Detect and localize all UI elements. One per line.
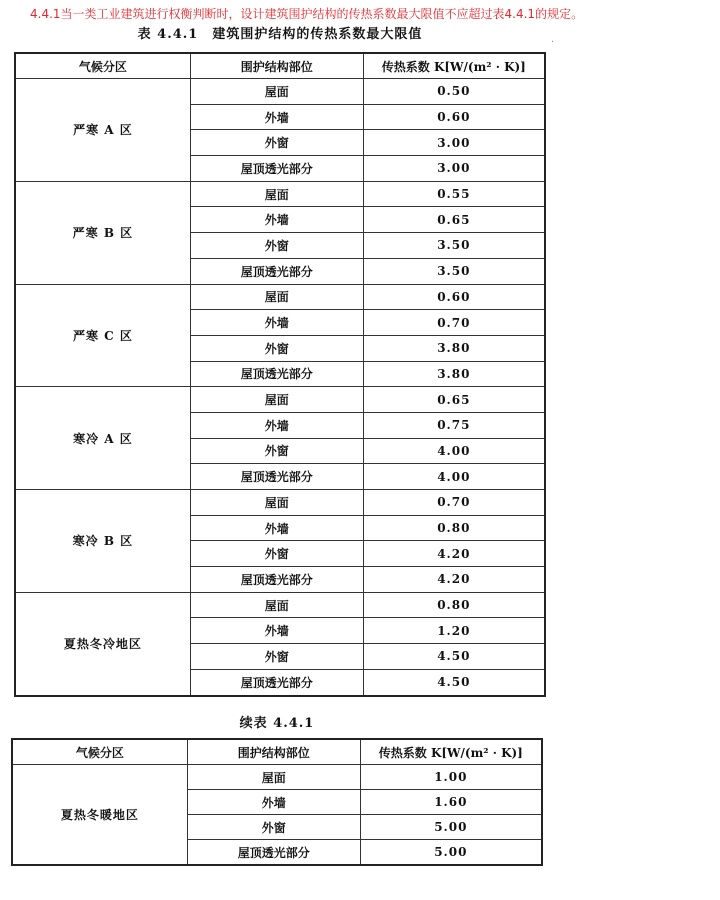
k-value-cell: 3.00	[363, 130, 545, 156]
heat-transfer-table-continued	[11, 738, 543, 866]
k-value-cell: 0.65	[363, 387, 545, 413]
table-row	[15, 490, 545, 516]
climate-zone-cell: 夏热冬冷地区	[15, 592, 190, 695]
clause-note: 4.4.1当一类工业建筑进行权衡判断时，设计建筑围护结构的传热系数最大限值不应超过表4.4.1的规定。	[30, 7, 584, 21]
table-row	[15, 181, 545, 207]
envelope-part-cell: 外窗	[190, 541, 363, 567]
table-row	[15, 79, 545, 105]
k-value-cell: 4.50	[363, 669, 545, 695]
header-climate-zone: 气候分区	[15, 53, 190, 79]
envelope-part-cell: 屋面	[187, 765, 360, 790]
envelope-part-cell: 外窗	[187, 815, 360, 840]
table-row	[15, 592, 545, 618]
header-k-value: 传热系数 K[W/(m² · K)]	[363, 53, 545, 79]
k-value-cell: 4.20	[363, 541, 545, 567]
k-value-cell: 4.20	[363, 567, 545, 593]
k-value-cell: 3.80	[363, 335, 545, 361]
envelope-part-cell: 外窗	[190, 233, 363, 259]
k-value-cell: 4.50	[363, 644, 545, 670]
header-k-value: 传热系数 K[W/(m² · K)]	[360, 739, 542, 765]
envelope-part-cell: 屋顶透光部分	[190, 669, 363, 695]
envelope-part-cell: 屋面	[190, 284, 363, 310]
k-value-cell: 4.00	[363, 464, 545, 490]
table-caption: 表 4.4.1 建筑围护结构的传热系数最大限值	[137, 27, 423, 42]
envelope-part-cell: 屋面	[190, 79, 363, 105]
envelope-part-cell: 屋面	[190, 181, 363, 207]
k-value-cell: 3.50	[363, 258, 545, 284]
envelope-part-cell: 外墙	[190, 618, 363, 644]
k-value-cell: 5.00	[360, 840, 542, 866]
envelope-part-cell: 屋顶透光部分	[187, 840, 360, 866]
envelope-part-cell: 屋顶透光部分	[190, 156, 363, 182]
table-header-row	[15, 53, 545, 79]
k-value-cell: 3.80	[363, 361, 545, 387]
k-value-cell: 0.50	[363, 79, 545, 105]
climate-zone-cell: 严寒 A 区	[15, 79, 190, 182]
climate-zone-cell: 严寒 B 区	[15, 181, 190, 284]
envelope-part-cell: 外墙	[190, 515, 363, 541]
envelope-part-cell: 外窗	[190, 644, 363, 670]
k-value-cell: 0.65	[363, 207, 545, 233]
header-envelope-part: 围护结构部位	[190, 53, 363, 79]
k-value-cell: 4.00	[363, 438, 545, 464]
table-row	[15, 284, 545, 310]
envelope-part-cell: 屋面	[190, 387, 363, 413]
header-envelope-part: 围护结构部位	[187, 739, 360, 765]
k-value-cell: 0.70	[363, 310, 545, 336]
envelope-part-cell: 外墙	[187, 790, 360, 815]
envelope-part-cell: 屋面	[190, 490, 363, 516]
envelope-part-cell: 屋顶透光部分	[190, 464, 363, 490]
k-value-cell: 0.60	[363, 104, 545, 130]
k-value-cell: 0.80	[363, 592, 545, 618]
envelope-part-cell: 外墙	[190, 207, 363, 233]
table-row	[12, 765, 542, 790]
k-value-cell: 0.70	[363, 490, 545, 516]
envelope-part-cell: 屋顶透光部分	[190, 258, 363, 284]
envelope-part-cell: 外墙	[190, 412, 363, 438]
k-value-cell: 3.50	[363, 233, 545, 259]
climate-zone-cell: 严寒 C 区	[15, 284, 190, 387]
k-value-cell: 0.60	[363, 284, 545, 310]
k-value-cell: 1.00	[360, 765, 542, 790]
k-value-cell: 5.00	[360, 815, 542, 840]
k-value-cell: 0.80	[363, 515, 545, 541]
k-value-cell: 1.20	[363, 618, 545, 644]
header-climate-zone: 气候分区	[12, 739, 187, 765]
k-value-cell: 0.55	[363, 181, 545, 207]
envelope-part-cell: 屋顶透光部分	[190, 361, 363, 387]
envelope-part-cell: 外窗	[190, 438, 363, 464]
climate-zone-cell: 夏热冬暖地区	[12, 765, 187, 866]
table-header-row	[12, 739, 542, 765]
stray-dot: .	[551, 34, 555, 45]
k-value-cell: 0.75	[363, 412, 545, 438]
continued-table-caption: 续表 4.4.1	[239, 716, 315, 731]
climate-zone-cell: 寒冷 B 区	[15, 490, 190, 593]
envelope-part-cell: 屋顶透光部分	[190, 567, 363, 593]
envelope-part-cell: 外墙	[190, 310, 363, 336]
envelope-part-cell: 屋面	[190, 592, 363, 618]
climate-zone-cell: 寒冷 A 区	[15, 387, 190, 490]
k-value-cell: 1.60	[360, 790, 542, 815]
envelope-part-cell: 外窗	[190, 130, 363, 156]
table-row	[15, 387, 545, 413]
envelope-part-cell: 外窗	[190, 335, 363, 361]
k-value-cell: 3.00	[363, 156, 545, 182]
heat-transfer-table	[14, 52, 546, 697]
envelope-part-cell: 外墙	[190, 104, 363, 130]
